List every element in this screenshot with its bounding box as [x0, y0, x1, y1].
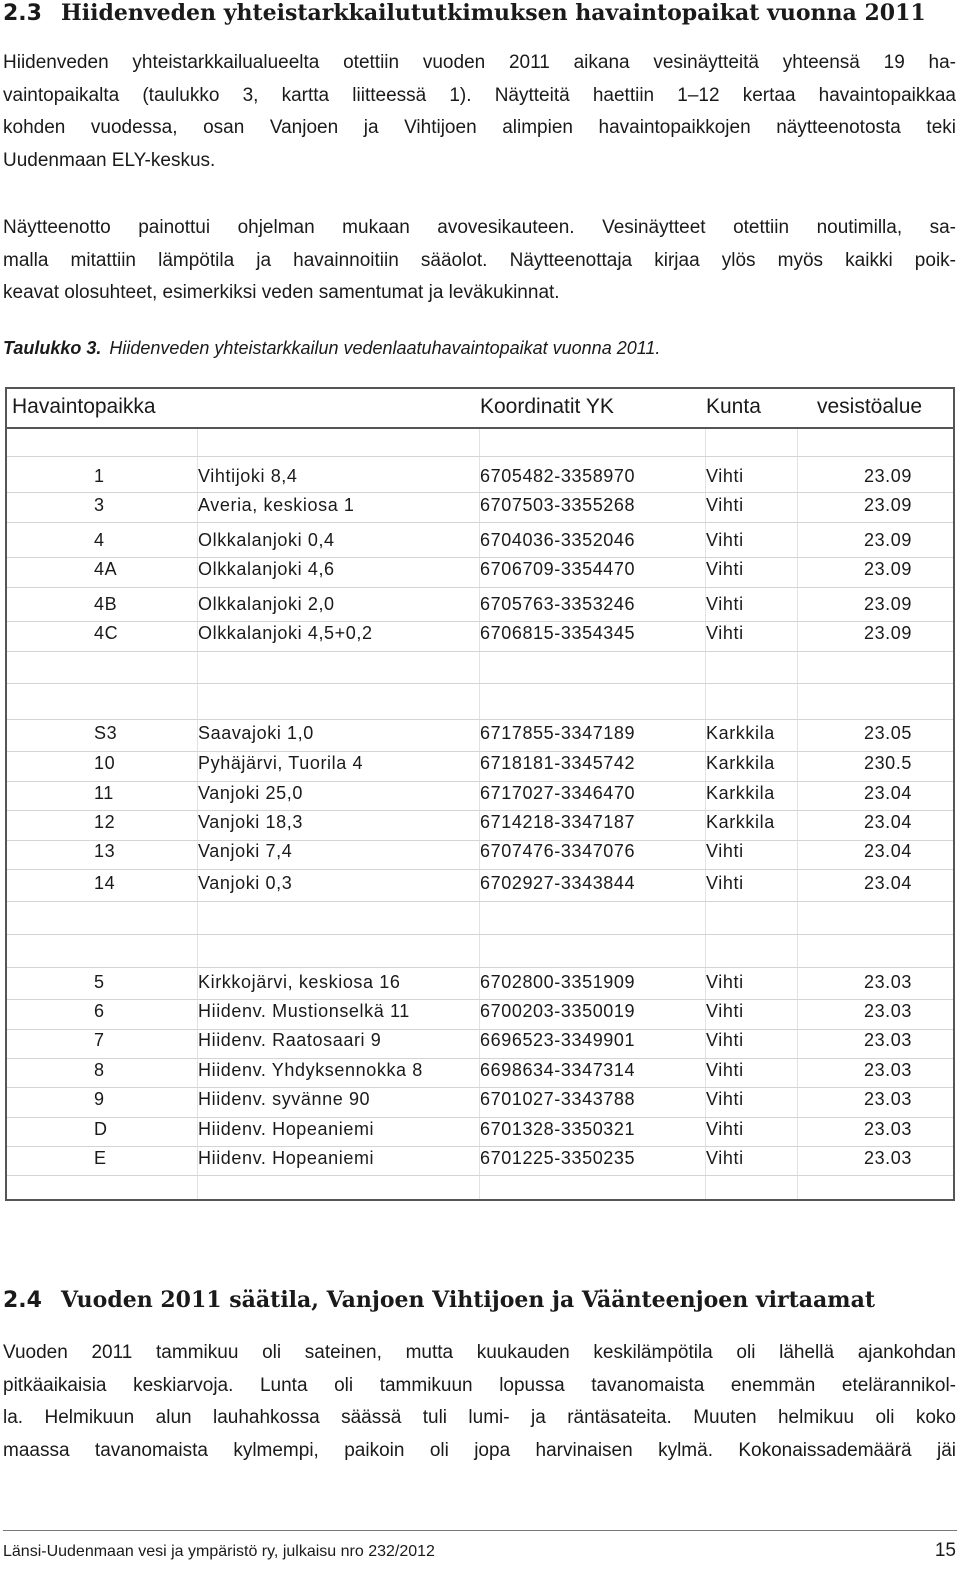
cell-catchment: 23.04	[863, 812, 912, 832]
cell-coordinates: 6717855-3347189	[480, 723, 636, 743]
cell-catchment: 23.04	[863, 873, 912, 893]
cell-coordinates: 6714218-3347187	[480, 812, 636, 832]
footer-divider	[3, 1530, 957, 1531]
footer-publication: Länsi-Uudenmaan vesi ja ympäristö ry, julkaisu nro 232/2012	[3, 1543, 435, 1560]
row-divider	[7, 967, 953, 968]
cell-coordinates: 6706709-3354470	[480, 559, 636, 579]
cell-coordinates: 6701328-3350321	[480, 1119, 636, 1139]
cell-catchment: 23.09	[863, 530, 912, 550]
section-heading-2-4	[3, 1287, 875, 1313]
cell-coordinates: 6717027-3346470	[480, 783, 636, 803]
cell-id: S3	[94, 723, 118, 743]
paragraph-sampling-method	[3, 212, 956, 310]
cell-name: Vanjoki 0,3	[198, 873, 293, 893]
table-row	[7, 556, 953, 584]
cell-municipality: Karkkila	[706, 812, 775, 832]
table-row	[7, 620, 953, 648]
table-row	[7, 527, 953, 555]
cell-municipality: Vihti	[706, 972, 744, 992]
table-row	[7, 870, 953, 898]
cell-name: Pyhäjärvi, Tuorila 4	[198, 753, 364, 773]
cell-name: Hiidenv. Mustionselkä 11	[198, 1001, 410, 1021]
table-row	[7, 591, 953, 619]
cell-municipality: Karkkila	[706, 753, 775, 773]
section-title: Vuoden 2011 säätila, Vanjoen Vihtijoen ja Väänteenjoen virtaamat	[61, 1287, 875, 1313]
cell-name: Averia, keskiosa 1	[198, 495, 355, 515]
cell-coordinates: 6696523-3349901	[480, 1030, 636, 1050]
cell-catchment: 23.09	[863, 559, 912, 579]
cell-id: 11	[94, 783, 114, 803]
cell-municipality: Vihti	[706, 1060, 744, 1080]
cell-name: Olkkalanjoki 2,0	[198, 594, 335, 614]
cell-municipality: Vihti	[706, 873, 744, 893]
cell-name: Hiidenv. syvänne 90	[198, 1089, 371, 1109]
cell-name: Hiidenv. Raatosaari 9	[198, 1030, 382, 1050]
cell-coordinates: 6700203-3350019	[480, 1001, 636, 1021]
table-row	[7, 998, 953, 1026]
cell-catchment: 23.03	[863, 972, 912, 992]
cell-municipality: Vihti	[706, 594, 744, 614]
cell-coordinates: 6704036-3352046	[480, 530, 636, 550]
header-kunta: Kunta	[706, 395, 761, 418]
table-caption-text: Hiidenveden yhteistarkkailun vedenlaatuhavaintopaikat vuonna 2011.	[109, 338, 661, 358]
cell-name: Vihtijoki 8,4	[198, 466, 298, 486]
paragraph-line: Näytteenotto painottui ohjelman mukaan avovesikauteen. Vesinäytteet otettiin noutimilla, sa-	[3, 217, 956, 238]
cell-id: 4A	[94, 559, 118, 579]
cell-id: 4	[94, 530, 105, 550]
table-caption	[3, 338, 660, 359]
cell-catchment: 230.5	[863, 753, 912, 773]
cell-coordinates: 6701225-3350235	[480, 1148, 636, 1168]
cell-municipality: Vihti	[706, 1119, 744, 1139]
cell-catchment: 23.03	[863, 1089, 912, 1109]
paragraph-line: Vuoden 2011 tammikuu oli sateinen, mutta kuukauden keskilämpötila oli lähellä ajankohdan	[3, 1342, 956, 1363]
cell-id: 5	[94, 972, 105, 992]
row-divider	[7, 522, 953, 523]
cell-catchment: 23.09	[863, 466, 912, 486]
cell-id: 9	[94, 1089, 105, 1109]
cell-municipality: Karkkila	[706, 723, 775, 743]
header-havaintopaikka: Havaintopaikka	[12, 395, 156, 418]
cell-name: Vanjoki 7,4	[198, 841, 293, 861]
section-number: 2.3	[3, 1, 42, 26]
section-title: Hiidenveden yhteistarkkailututkimuksen havaintopaikat vuonna 2011	[61, 0, 926, 26]
cell-coordinates: 6705763-3353246	[480, 594, 636, 614]
cell-coordinates: 6701027-3343788	[480, 1089, 636, 1109]
table-row	[7, 1086, 953, 1114]
table-caption-label: Taulukko 3.	[3, 338, 102, 358]
table-row	[7, 463, 953, 491]
cell-id: 1	[94, 466, 105, 486]
cell-catchment: 23.03	[863, 1030, 912, 1050]
cell-name: Olkkalanjoki 4,5+0,2	[198, 623, 373, 643]
cell-coordinates: 6718181-3345742	[480, 753, 636, 773]
table-row	[7, 780, 953, 808]
cell-id: 10	[94, 753, 116, 773]
cell-id: E	[94, 1148, 107, 1168]
cell-name: Hiidenv. Hopeaniemi	[198, 1119, 375, 1139]
cell-id: 7	[94, 1030, 105, 1050]
row-divider	[7, 934, 953, 935]
table-row	[7, 1057, 953, 1085]
cell-municipality: Vihti	[706, 466, 744, 486]
cell-name: Hiidenv. Yhdyksennokka 8	[198, 1060, 423, 1080]
section-heading-2-3	[3, 0, 926, 26]
paragraph-line: pitkäaikaisia keskiarvoja. Lunta oli tammikuun lopussa tavanomaista enemmän etelärannikol-	[3, 1374, 956, 1396]
cell-catchment: 23.03	[863, 1060, 912, 1080]
cell-id: 3	[94, 495, 105, 515]
cell-name: Vanjoki 25,0	[198, 783, 303, 803]
cell-id: 13	[94, 841, 116, 861]
header-koordinaatit: Koordinatit YK	[480, 395, 614, 418]
paragraph-weather	[3, 1337, 956, 1467]
paragraph-sampling-sites	[3, 47, 956, 177]
paragraph-line: kohden vuodessa, osan Vanjoen ja Vihtijoen alimpien havaintopaikkojen näytteenotosta teki	[3, 117, 956, 138]
row-divider	[7, 901, 953, 902]
cell-coordinates: 6702927-3343844	[480, 873, 636, 893]
cell-name: Vanjoki 18,3	[198, 812, 303, 832]
cell-catchment: 23.04	[863, 841, 912, 861]
cell-name: Hiidenv. Hopeaniemi	[198, 1148, 375, 1168]
paragraph-line: vaintopaikalta (taulukko 3, kartta liitteessä 1). Näytteitä haettiin 1–12 kertaa havaintopaikkaa	[3, 84, 956, 106]
row-divider	[7, 683, 953, 684]
cell-catchment: 23.03	[863, 1001, 912, 1021]
cell-name: Saavajoki 1,0	[198, 723, 314, 743]
cell-coordinates: 6698634-3347314	[480, 1060, 636, 1080]
paragraph-line: Hiidenveden yhteistarkkailualueelta otettiin vuoden 2011 aikana vesinäytteitä yhteensä 19 ha-	[3, 52, 956, 73]
cell-id: 4B	[94, 594, 118, 614]
cell-catchment: 23.09	[863, 623, 912, 643]
table-row	[7, 750, 953, 778]
cell-municipality: Vihti	[706, 841, 744, 861]
table-row	[7, 492, 953, 520]
cell-catchment: 23.09	[863, 495, 912, 515]
cell-municipality: Vihti	[706, 495, 744, 515]
cell-id: 6	[94, 1001, 105, 1021]
cell-catchment: 23.04	[863, 783, 912, 803]
cell-name: Olkkalanjoki 4,6	[198, 559, 335, 579]
row-divider	[7, 1175, 953, 1176]
page-number: 15	[934, 1540, 956, 1561]
cell-catchment: 23.05	[863, 723, 912, 743]
cell-municipality: Vihti	[706, 530, 744, 550]
table-row	[7, 1027, 953, 1055]
paragraph-line: keavat olosuhteet, esimerkiksi veden samentumat ja leväkukinnat.	[3, 282, 560, 303]
cell-coordinates: 6707503-3355268	[480, 495, 636, 515]
table-row	[7, 969, 953, 997]
row-divider	[7, 651, 953, 652]
cell-name: Olkkalanjoki 0,4	[198, 530, 335, 550]
cell-id: D	[94, 1119, 108, 1139]
paragraph-line: maassa tavanomaista kylmempi, paikoin oli jopa harvinaisen kylmä. Kokonaissademäärä jäi	[3, 1439, 956, 1461]
cell-municipality: Vihti	[706, 1030, 744, 1050]
cell-name: Kirkkojärvi, keskiosa 16	[198, 972, 401, 992]
cell-coordinates: 6705482-3358970	[480, 466, 636, 486]
section-number: 2.4	[3, 1288, 42, 1313]
cell-id: 14	[94, 873, 116, 893]
cell-municipality: Vihti	[706, 1001, 744, 1021]
cell-coordinates: 6707476-3347076	[480, 841, 636, 861]
sampling-sites-table	[5, 387, 955, 1201]
paragraph-line: malla mitattiin lämpötila ja havainnoitiin sääolot. Näytteenottaja kirjaa ylös myös kaikki poik-	[3, 249, 956, 271]
cell-municipality: Vihti	[706, 1148, 744, 1168]
cell-catchment: 23.09	[863, 594, 912, 614]
header-vesistoalue: vesistöalue	[817, 395, 923, 418]
table-row	[7, 1145, 953, 1173]
cell-id: 4C	[94, 623, 119, 643]
cell-municipality: Karkkila	[706, 783, 775, 803]
table-row	[7, 1116, 953, 1144]
cell-catchment: 23.03	[863, 1119, 912, 1139]
table-row	[7, 838, 953, 866]
row-divider	[7, 456, 953, 457]
cell-coordinates: 6702800-3351909	[480, 972, 636, 992]
table-row	[7, 809, 953, 837]
cell-id: 8	[94, 1060, 105, 1080]
paragraph-line: Uudenmaan ELY-keskus.	[3, 149, 216, 171]
cell-municipality: Vihti	[706, 623, 744, 643]
cell-municipality: Vihti	[706, 1089, 744, 1109]
cell-coordinates: 6706815-3354345	[480, 623, 636, 643]
cell-catchment: 23.03	[863, 1148, 912, 1168]
cell-id: 12	[94, 812, 116, 832]
table-row	[7, 720, 953, 748]
cell-municipality: Vihti	[706, 559, 744, 579]
paragraph-line: la. Helmikuun alun lauhahkossa säässä tuli lumi- ja räntäsateita. Muuten helmikuu oli koko	[3, 1407, 956, 1428]
row-divider	[7, 587, 953, 588]
table-header	[7, 389, 953, 429]
